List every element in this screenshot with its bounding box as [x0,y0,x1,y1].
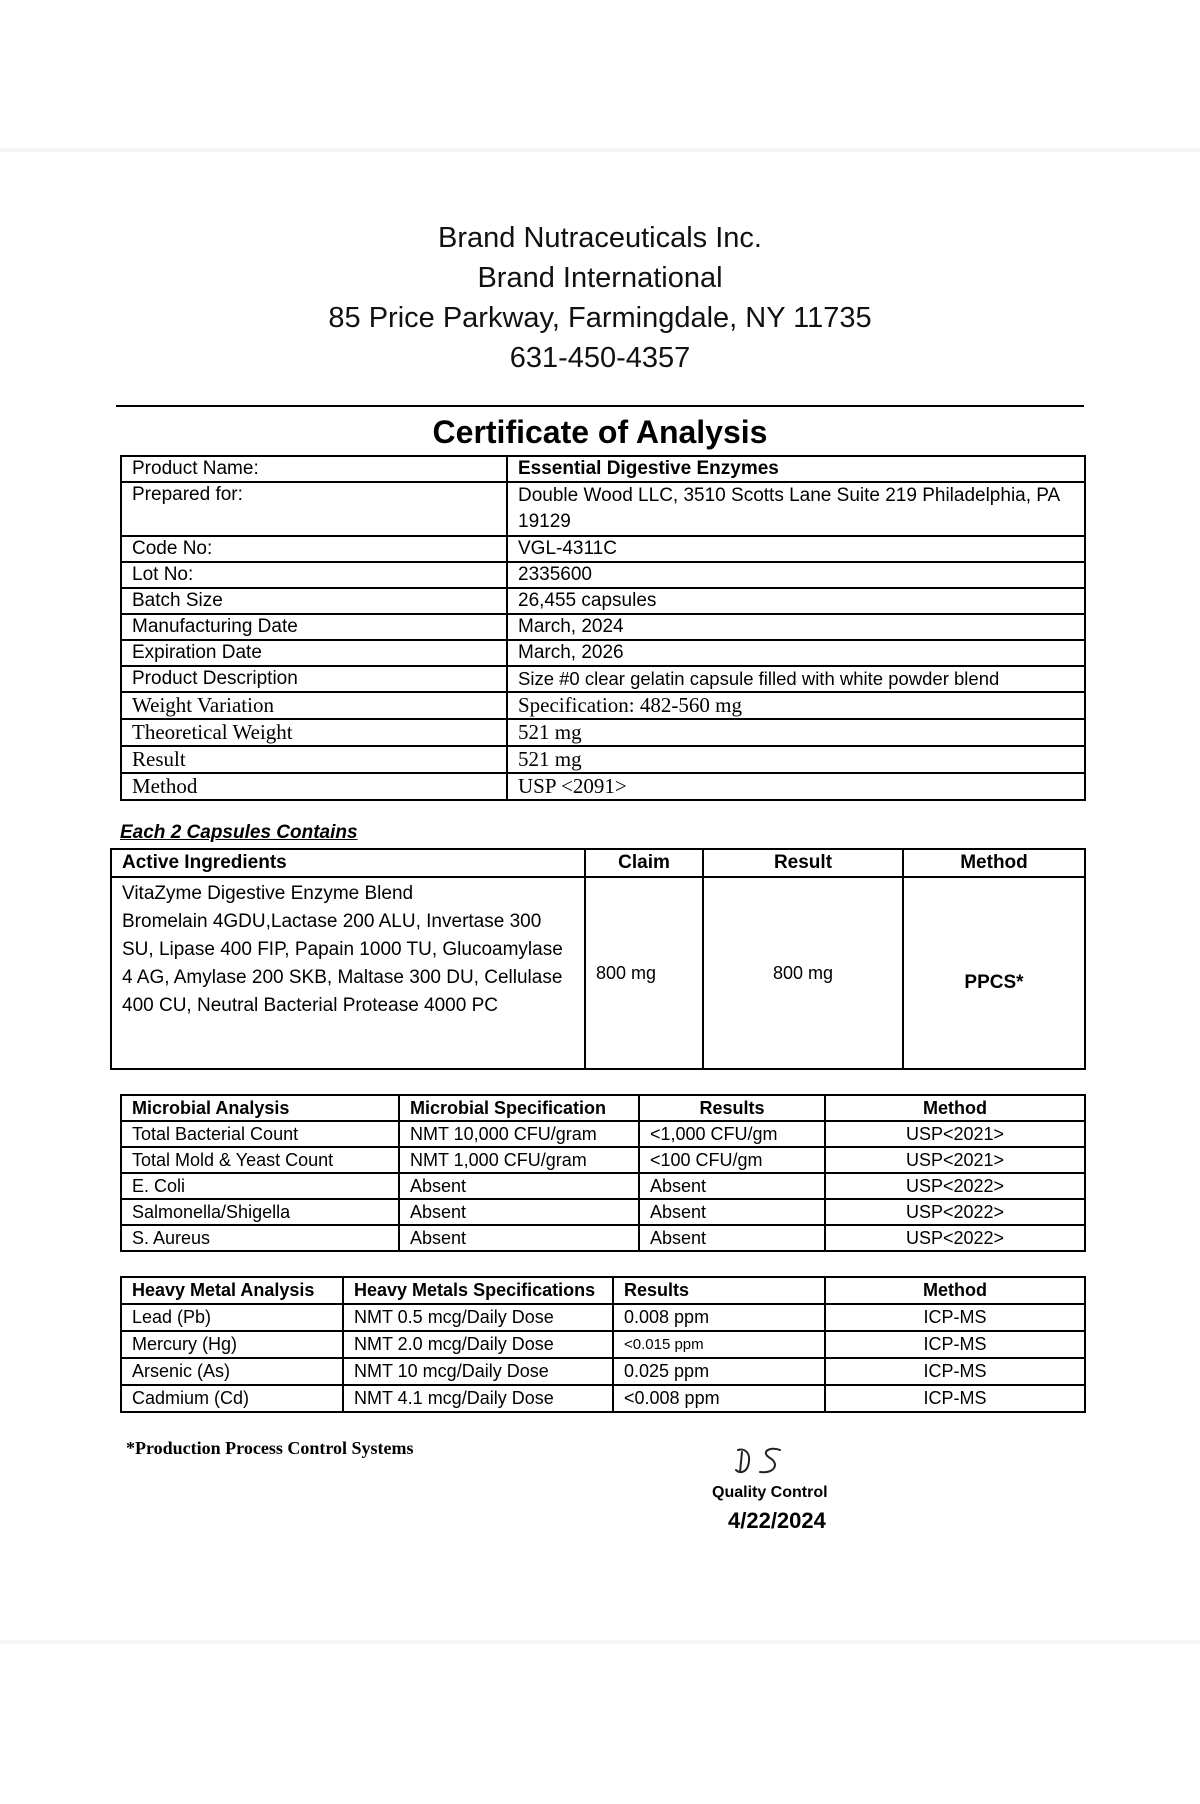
test-name: S. Aureus [121,1225,399,1251]
division-name: Brand International [477,262,723,294]
signatory-role: Quality Control [712,1484,828,1501]
table-row [121,1358,1085,1385]
test-name: Salmonella/Shigella [121,1199,399,1225]
table-row [121,773,1085,800]
claim-cell: 800 mg [585,877,703,1069]
method: ICP-MS [825,1304,1085,1331]
result: <0.015 ppm [613,1331,825,1358]
metal-name: Arsenic (As) [121,1358,343,1385]
specification: Absent [399,1173,639,1199]
metal-name: Mercury (Hg) [121,1331,343,1358]
row-value: VGL-4311C [507,536,1085,562]
method: USP<2021> [825,1121,1085,1147]
metal-name: Lead (Pb) [121,1304,343,1331]
row-value: 521 mg [507,719,1085,746]
table-row [121,1385,1085,1412]
signature-date: 4/22/2024 [728,1508,826,1533]
row-label: Prepared for: [121,482,507,536]
table-row [121,666,1085,692]
result: 0.025 ppm [613,1358,825,1385]
table-row [121,1225,1085,1251]
result: Absent [639,1225,825,1251]
table-row [121,1331,1085,1358]
method: USP<2021> [825,1147,1085,1173]
ingredients-table [110,848,1086,1070]
result-cell: 800 mg [703,877,903,1069]
blend-detail: Bromelain 4GDU,Lactase 200 ALU, Invertase 300 SU, Lipase 400 FIP, Papain 1000 TU, Glucoamylase 4 AG, Amylase 200 SKB, Maltase 300 DU, Cellulase 400 CU, Neutral Bacterial Protease 4000 PC [122,911,563,1016]
table-row [121,588,1085,614]
table-row [121,719,1085,746]
company-phone: 631-450-4357 [509,342,691,374]
ingredient-description [111,877,585,1069]
row-label: Code No: [121,536,507,562]
serving-caption: Each 2 Capsules Contains [120,822,358,843]
footnote: *Production Process Control Systems [126,1438,414,1458]
result: Absent [639,1199,825,1225]
table-row [121,482,1085,536]
row-label: Product Name: [121,456,507,482]
row-value: USP <2091> [507,773,1085,800]
table-header-row [111,849,1085,877]
method: ICP-MS [825,1331,1085,1358]
column-header: Results [613,1277,825,1304]
signature [730,1440,810,1480]
method: USP<2022> [825,1225,1085,1251]
document-title: Certificate of Analysis [432,414,768,450]
table-row [121,1173,1085,1199]
table-row [121,640,1085,666]
row-value: March, 2026 [507,640,1085,666]
test-name: E. Coli [121,1173,399,1199]
column-header: Active Ingredients [111,849,585,877]
column-header: Claim [585,849,703,877]
table-row [121,1199,1085,1225]
header-divider [116,405,1084,407]
method: ICP-MS [825,1358,1085,1385]
table-header-row [121,1095,1085,1121]
row-value: Essential Digestive Enzymes [507,456,1085,482]
row-label: Batch Size [121,588,507,614]
page-edge [0,148,1200,152]
column-header: Method [825,1277,1085,1304]
row-label: Theoretical Weight [121,719,507,746]
column-header: Results [639,1095,825,1121]
row-label: Lot No: [121,562,507,588]
table-row [121,536,1085,562]
table-header-row [121,1277,1085,1304]
table-row [121,456,1085,482]
result: <1,000 CFU/gm [639,1121,825,1147]
company-address: 85 Price Parkway, Farmingdale, NY 11735 [328,302,872,334]
result: Absent [639,1173,825,1199]
top-margin [0,0,1200,150]
column-header: Heavy Metal Analysis [121,1277,343,1304]
row-value: Double Wood LLC, 3510 Scotts Lane Suite 219 Philadelphia, PA 19129 [507,482,1085,536]
specification: NMT 4.1 mcg/Daily Dose [343,1385,613,1412]
metal-name: Cadmium (Cd) [121,1385,343,1412]
row-label: Expiration Date [121,640,507,666]
table-row [121,1304,1085,1331]
table-row [121,562,1085,588]
column-header: Method [825,1095,1085,1121]
row-value: Specification: 482-560 mg [507,692,1085,719]
table-row [121,1121,1085,1147]
specification: NMT 0.5 mcg/Daily Dose [343,1304,613,1331]
method: ICP-MS [825,1385,1085,1412]
row-value: Size #0 clear gelatin capsule filled with white powder blend [507,666,1085,692]
table-row [121,746,1085,773]
company-name: Brand Nutraceuticals Inc. [438,222,762,254]
row-value: 521 mg [507,746,1085,773]
specification: NMT 2.0 mcg/Daily Dose [343,1331,613,1358]
row-value: 26,455 capsules [507,588,1085,614]
method: USP<2022> [825,1199,1085,1225]
blend-name: VitaZyme Digestive Enzyme Blend [122,883,414,904]
result: <0.008 ppm [613,1385,825,1412]
specification: Absent [399,1225,639,1251]
specification: NMT 10 mcg/Daily Dose [343,1358,613,1385]
product-info-table [120,455,1086,801]
column-header: Microbial Analysis [121,1095,399,1121]
specification: Absent [399,1199,639,1225]
specification: NMT 10,000 CFU/gram [399,1121,639,1147]
heavy-metals-table [120,1276,1086,1413]
column-header: Microbial Specification [399,1095,639,1121]
result: 0.008 ppm [613,1304,825,1331]
row-label: Method [121,773,507,800]
column-header: Method [903,849,1085,877]
table-row [121,692,1085,719]
row-value: March, 2024 [507,614,1085,640]
row-value: 2335600 [507,562,1085,588]
row-label: Product Description [121,666,507,692]
result: <100 CFU/gm [639,1147,825,1173]
row-label: Result [121,746,507,773]
microbial-table [120,1094,1086,1252]
row-label: Weight Variation [121,692,507,719]
test-name: Total Bacterial Count [121,1121,399,1147]
bottom-margin [0,1640,1200,1804]
column-header: Heavy Metals Specifications [343,1277,613,1304]
table-row [121,1147,1085,1173]
method: USP<2022> [825,1173,1085,1199]
specification: NMT 1,000 CFU/gram [399,1147,639,1173]
row-label: Manufacturing Date [121,614,507,640]
method-cell: PPCS* [903,877,1085,1069]
table-row [121,614,1085,640]
test-name: Total Mold & Yeast Count [121,1147,399,1173]
table-row [111,877,1085,1069]
column-header: Result [703,849,903,877]
